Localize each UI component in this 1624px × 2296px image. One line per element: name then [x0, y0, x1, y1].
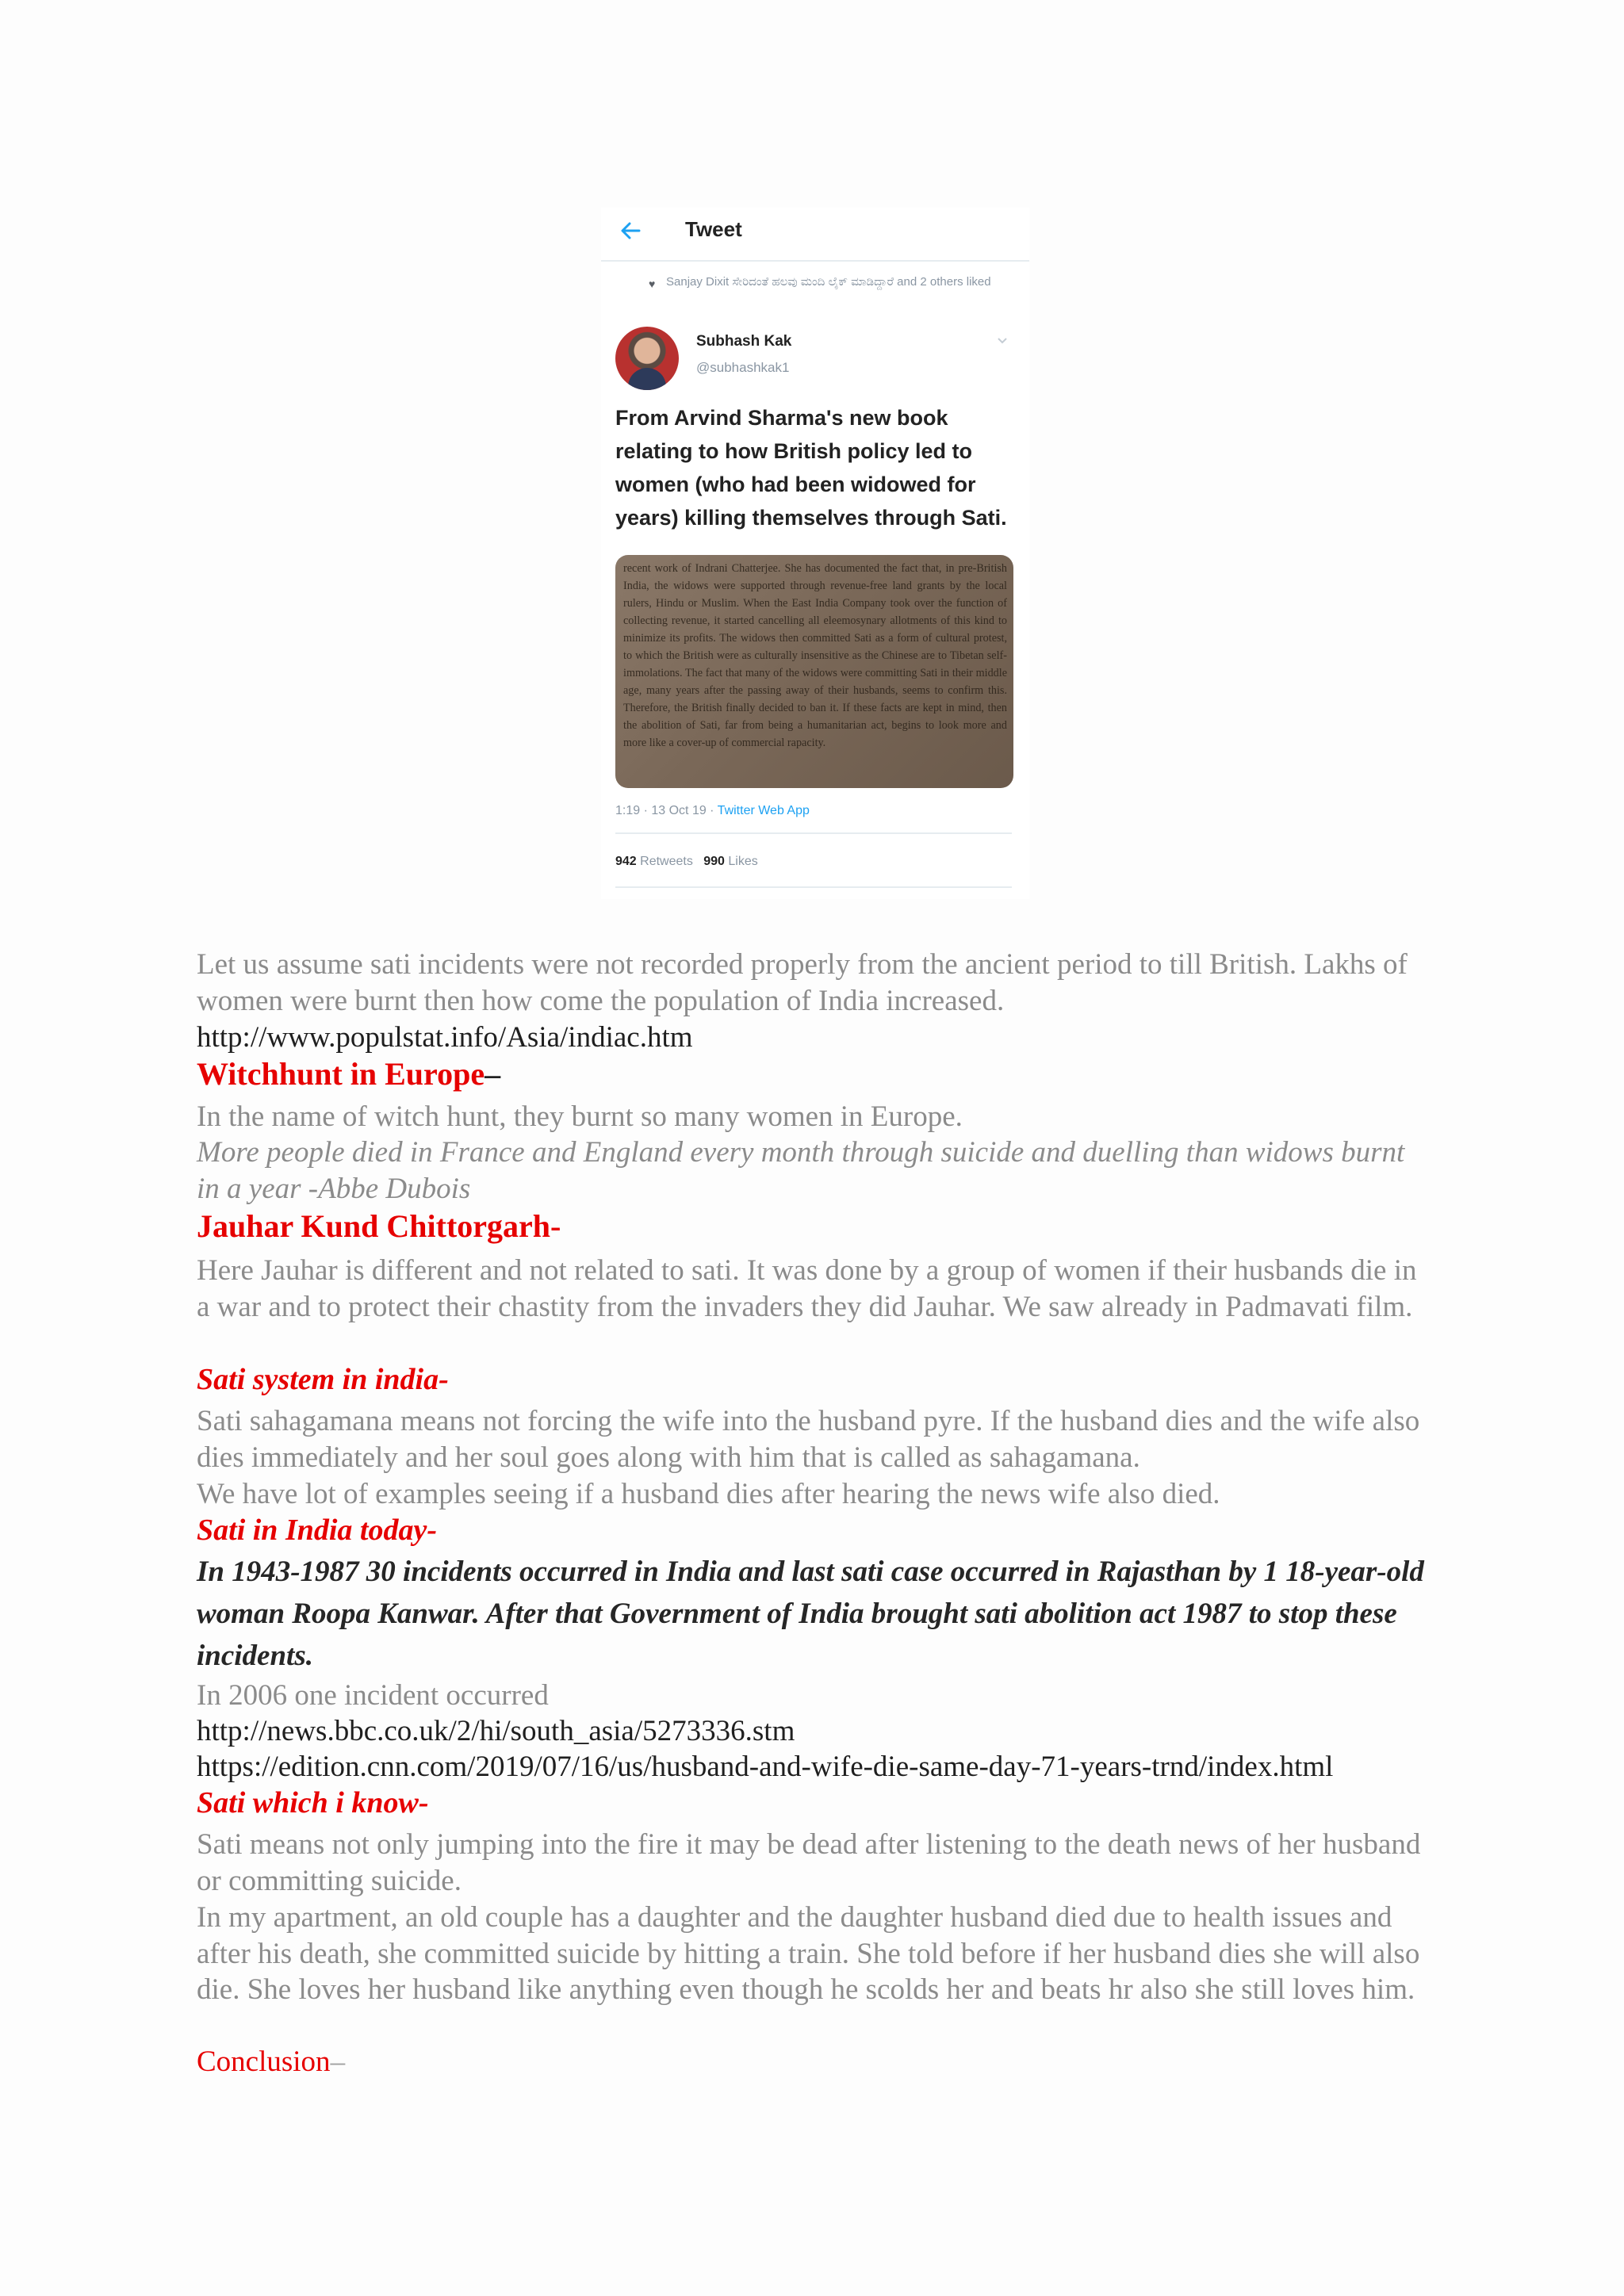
chevron-down-icon	[996, 335, 1009, 347]
tweet-text: From Arvind Sharma's new book relating to how British policy led to women (who had been widowed for years) killing themselves through Sati.	[615, 406, 1007, 530]
link-cnn[interactable]: https://edition.cnn.com/2019/07/16/us/husband-and-wife-die-same-day-71-years-trnd/index.html	[197, 1751, 1334, 1783]
tweet-photo	[615, 555, 1013, 788]
paragraph-witchhunt: In the name of witch hunt, they burnt so many women in Europe.	[197, 1100, 963, 1133]
tweet-author-handle: @subhashkak1	[696, 360, 790, 375]
heading-sati-system: Sati system in india-	[197, 1363, 449, 1396]
tweet-stats	[615, 855, 758, 869]
link-populstat[interactable]: http://www.populstat.info/Asia/indiac.htm	[197, 1021, 693, 1054]
paragraph-jauhar: Here Jauhar is different and not related to sati. It was done by a group of women if their husbands die in a war and to protect their chastity from the invaders they did Jauhar. We saw already in Padmavati film.	[197, 1254, 1417, 1323]
paragraph-sahagamana: Sati sahagamana means not forcing the wife into the husband pyre. If the husband dies and the wife also dies immediately and her soul goes along with him that is called as sahagamana.	[197, 1405, 1420, 1474]
tweet-meta	[615, 804, 810, 818]
quote-abbe-dubois: More people died in France and England every month through suicide and duelling than widows burnt in a year -Abbe Dubois	[197, 1136, 1405, 1205]
back-arrow-icon	[619, 219, 642, 243]
tweet-screenshot	[601, 208, 1029, 899]
tweet-header-title: Tweet	[685, 217, 742, 241]
heading-conclusion	[197, 2044, 345, 2080]
tweet-timestamp: 1:19 · 13 Oct 19 ·	[615, 804, 718, 817]
retweets-count: 942	[615, 855, 637, 868]
tweet-photo-text: recent work of Indrani Chatterjee. She has documented the fact that, in pre-British India, the widows were supported through revenue-free land grants by the local rulers, Hindu or Muslim. When the East India Company took over the function of collecting revenue, it started cancelling all eleemosynary allotments of this kind to minimize its profits. The widows then committed Sati as a form of cultural protest, to which the British were as culturally insensitive as the Chinese are to Tibetan self-immolations. The fact that many of the widows were committing Sati in their middle age, many years after the passing away of their husbands, seems to confirm this. Therefore, the British finally decided to ban it. If these facts are kept in mind, then the abolition of Sati, far from being a humanitarian act, begins to look more and more like a cover-up of commercial rapacity.	[623, 562, 1007, 749]
paragraph-incidents: In 1943-1987 30 incidents occurred in India and last sati case occurred in Rajasthan by 1 18-year-old woman Roopa Kanwar. After that Government of India brought sati abolition act 1987 to stop these incidents.	[197, 1556, 1424, 1672]
divider	[615, 832, 1012, 834]
paragraph-examples: We have lot of examples seeing if a husband dies after hearing the news wife also died.	[197, 1478, 1220, 1510]
heading-conclusion-text: Conclusion	[197, 2045, 331, 2078]
avatar	[615, 327, 679, 390]
tweet-author-name: Subhash Kak	[696, 333, 792, 350]
paragraph-2006: In 2006 one incident occurred	[197, 1679, 549, 1712]
likes-count: 990	[703, 855, 725, 868]
link-bbc[interactable]: http://news.bbc.co.uk/2/hi/south_asia/5273336.stm	[197, 1715, 795, 1747]
likes-label: Likes	[728, 855, 758, 868]
tweet-liked-by: Sanjay Dixit ಸೇರಿದಂತೆ ಹಲವು ಮಂದಿ ಲೈಕ್ ಮಾಡಿದ್ದಾರೆ and 2 others liked	[666, 275, 991, 289]
paragraph-sati-meaning: Sati means not only jumping into the fire it may be dead after listening to the death news of her husband or committing suicide.	[197, 1828, 1421, 1897]
heading-witchhunt-text: Witchhunt in Europe	[197, 1056, 485, 1092]
retweets-label: Retweets	[640, 855, 693, 868]
heading-witchhunt	[197, 1056, 500, 1093]
divider	[615, 886, 1012, 888]
heart-icon: ♥	[649, 277, 656, 290]
heading-sati-today: Sati in India today-	[197, 1513, 437, 1547]
paragraph-sati-population: Let us assume sati incidents were not recorded properly from the ancient period to till British. Lakhs of women were burnt then how come the population of India increased.	[197, 948, 1408, 1017]
heading-sati-know: Sati which i know-	[197, 1786, 429, 1820]
heading-jauhar: Jauhar Kund Chittorgarh-	[197, 1208, 561, 1244]
heading-conclusion-dash: –	[330, 2045, 346, 2078]
paragraph-apartment: In my apartment, an old couple has a daughter and the daughter husband died due to health issues and after his death, she committed suicide by hitting a train. She told before if her husband dies she will also die. She loves her husband like anything even though he scolds her and beats hr also she still loves him.	[197, 1901, 1420, 2006]
heading-witchhunt-dash: –	[485, 1056, 501, 1092]
tweet-header	[601, 208, 1029, 262]
tweet-via-link: Twitter Web App	[717, 804, 810, 817]
